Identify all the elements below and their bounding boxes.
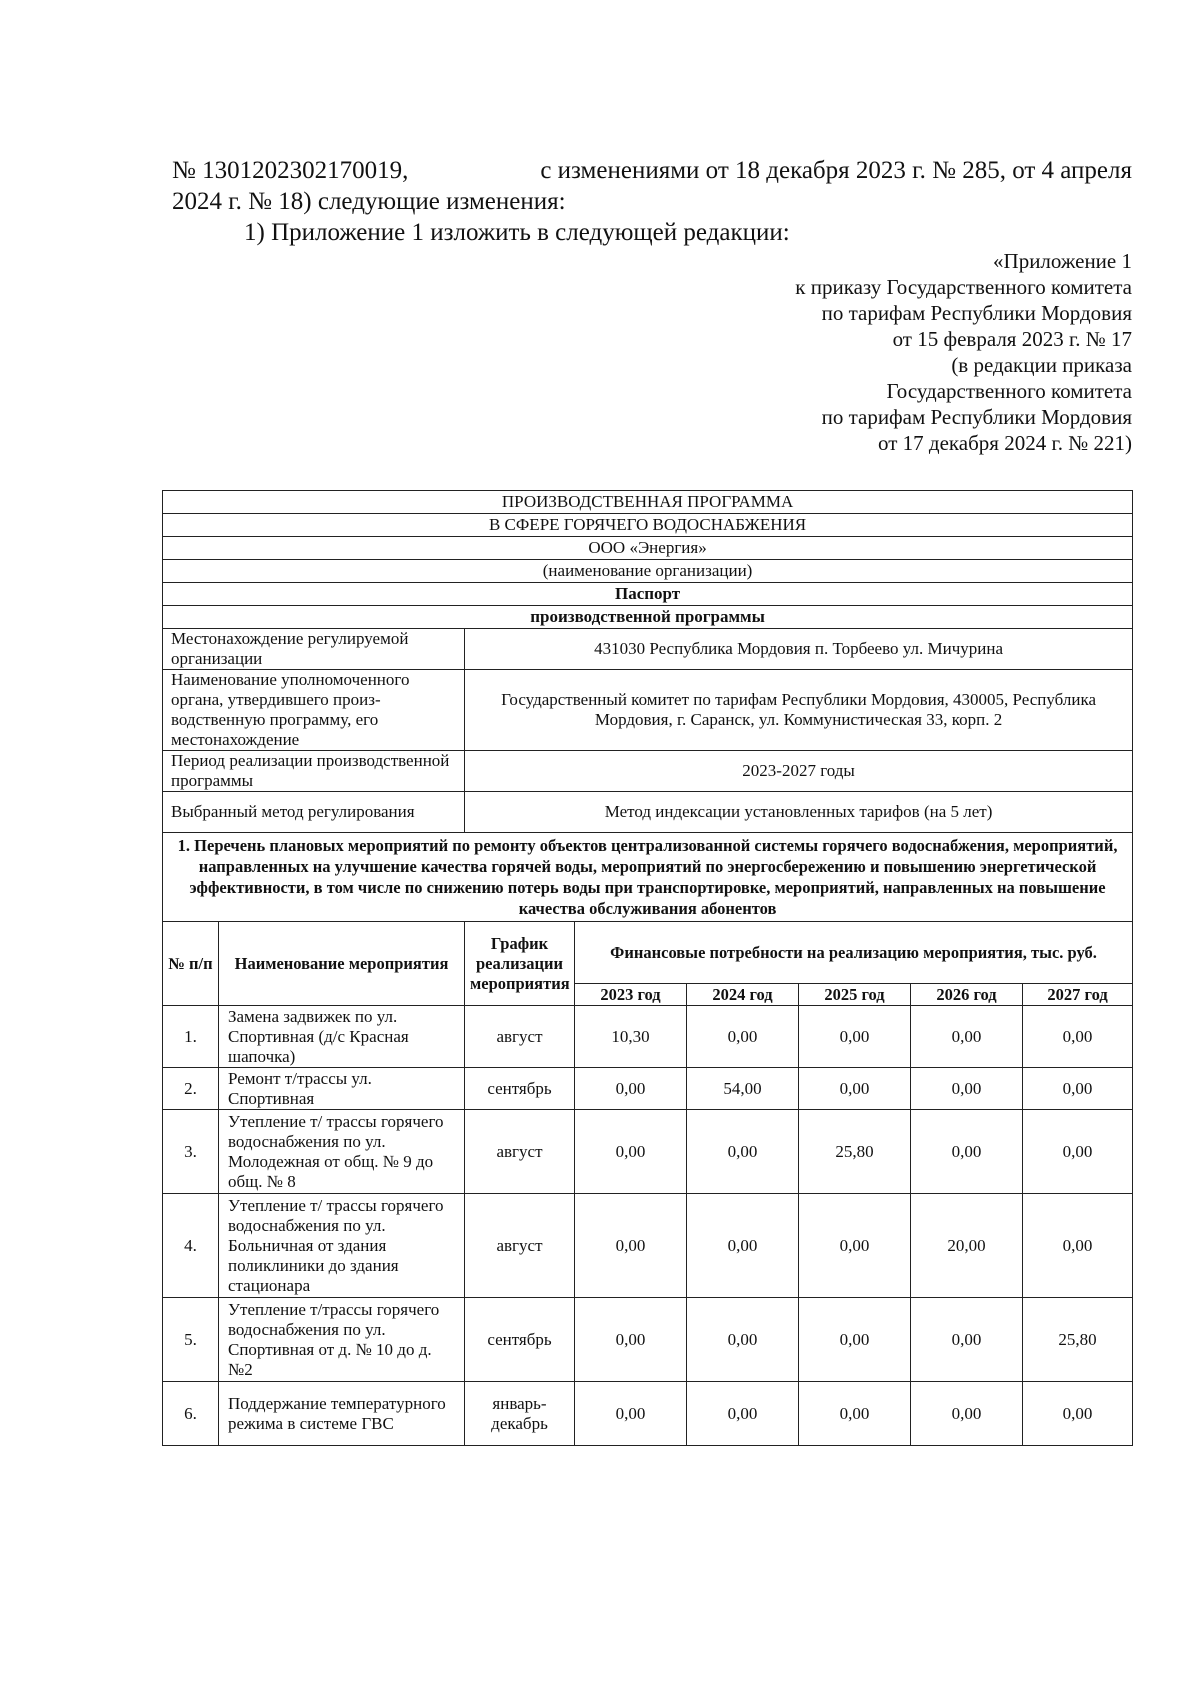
passport-row-authority	[163, 670, 1133, 751]
event-value: 25,80	[1023, 1298, 1133, 1382]
intro-text	[172, 155, 1132, 248]
event-schedule: август	[465, 1194, 575, 1298]
event-name: Утепление т/ трассы горячего водоснабжения по ул. Молодежная от общ. № 9 до общ. № 8	[219, 1110, 465, 1194]
passport-label: Выбранный метод регулирования	[163, 792, 465, 833]
col-schedule-header: График реализации мероприятия	[465, 922, 575, 1006]
event-schedule: сентябрь	[465, 1068, 575, 1110]
event-value: 0,00	[687, 1382, 799, 1446]
passport-row-method	[163, 792, 1133, 833]
table-row	[163, 1298, 1133, 1382]
event-value: 0,00	[799, 1006, 911, 1068]
event-value: 0,00	[687, 1110, 799, 1194]
event-num: 4.	[163, 1194, 219, 1298]
program-title-1: ПРОИЗВОДСТВЕННАЯ ПРОГРАММА	[163, 491, 1133, 514]
table-row	[163, 1006, 1133, 1068]
event-value: 0,00	[1023, 1068, 1133, 1110]
event-schedule: август	[465, 1110, 575, 1194]
intro-line-1-right: с изменениями от 18 декабря 2023 г. № 285, от 4 апреля	[540, 157, 1132, 184]
event-value: 0,00	[799, 1068, 911, 1110]
event-schedule: август	[465, 1006, 575, 1068]
col-year-header: 2026 год	[911, 984, 1023, 1006]
appendix-line: к приказу Государственного комитета	[795, 275, 1132, 299]
event-name: Поддержание температурного режима в системе ГВС	[219, 1382, 465, 1446]
event-num: 3.	[163, 1110, 219, 1194]
event-num: 1.	[163, 1006, 219, 1068]
passport-value: Метод индексации установленных тарифов (на 5 лет)	[465, 792, 1133, 833]
table-row	[163, 1382, 1133, 1446]
event-value: 0,00	[575, 1068, 687, 1110]
intro-line-3: 1) Приложение 1 изложить в следующей редакции:	[244, 219, 790, 246]
appendix-line: (в редакции приказа	[951, 353, 1132, 377]
event-value: 0,00	[575, 1110, 687, 1194]
event-value: 0,00	[799, 1298, 911, 1382]
event-num: 2.	[163, 1068, 219, 1110]
event-value: 0,00	[687, 1298, 799, 1382]
event-value: 0,00	[575, 1382, 687, 1446]
event-value: 25,80	[799, 1110, 911, 1194]
event-schedule: январь-декабрь	[465, 1382, 575, 1446]
event-value: 0,00	[575, 1194, 687, 1298]
col-name-header: Наименование мероприятия	[219, 922, 465, 1006]
intro-line-2: 2024 г. № 18) следующие изменения:	[172, 188, 566, 215]
table-row	[163, 1110, 1133, 1194]
passport-subtitle: производственной программы	[163, 606, 1133, 629]
event-value: 0,00	[1023, 1110, 1133, 1194]
col-year-header: 2025 год	[799, 984, 911, 1006]
event-value: 0,00	[1023, 1382, 1133, 1446]
col-finance-header: Финансовые потребности на реализацию мероприятия, тыс. руб.	[575, 922, 1133, 984]
appendix-line: «Приложение 1	[993, 249, 1132, 273]
event-value: 0,00	[687, 1194, 799, 1298]
event-value: 0,00	[911, 1298, 1023, 1382]
event-name: Утепление т/трассы горячего водоснабжения по ул. Спортивная от д. № 10 до д. №2	[219, 1298, 465, 1382]
appendix-header	[795, 248, 1132, 456]
appendix-line: по тарифам Республики Мордовия	[821, 301, 1132, 325]
passport-value: Государственный комитет по тарифам Республики Мордовия, 430005, Республика Мордовия, г. Саранск, ул. Коммунистическая 33, корп. 2	[465, 670, 1133, 751]
passport-title: Паспорт	[163, 583, 1133, 606]
passport-label: Местонахождение регулируемой организации	[163, 629, 465, 670]
intro-line-1	[172, 155, 1132, 186]
col-year-header: 2027 год	[1023, 984, 1133, 1006]
event-value: 54,00	[687, 1068, 799, 1110]
event-num: 5.	[163, 1298, 219, 1382]
event-value: 20,00	[911, 1194, 1023, 1298]
program-title-2: В СФЕРЕ ГОРЯЧЕГО ВОДОСНАБЖЕНИЯ	[163, 514, 1133, 537]
passport-value: 431030 Республика Мордовия п. Торбеево ул. Мичурина	[465, 629, 1133, 670]
passport-label: Период реализации производственной программы	[163, 751, 465, 792]
passport-row-location	[163, 629, 1133, 670]
col-year-header: 2024 год	[687, 984, 799, 1006]
event-value: 0,00	[575, 1298, 687, 1382]
organization-name: ООО «Энергия»	[163, 537, 1133, 560]
appendix-line: от 17 декабря 2024 г. № 221)	[878, 431, 1132, 455]
passport-label: Наименование уполномоченного органа, утвердившего произ-водственную программу, его местонахождение	[163, 670, 465, 751]
program-table	[162, 490, 1133, 1446]
event-value: 0,00	[799, 1382, 911, 1446]
event-value: 0,00	[911, 1382, 1023, 1446]
passport-row-period	[163, 751, 1133, 792]
col-year-header: 2023 год	[575, 984, 687, 1006]
intro-line-1-left: № 1301202302170019,	[172, 157, 409, 184]
section-title: 1. Перечень плановых мероприятий по ремонту объектов централизованной системы горячего водоснабжения, мероприятий, направленных на улучшение качества горячей воды, мероприятий по энергосбережению и повышению энергетической эффективности, в том числе по снижению потерь воды при транспортировке, мероприятий, направленных на повышение качества обслуживания абонентов	[163, 833, 1133, 922]
organization-caption: (наименование организации)	[163, 560, 1133, 583]
event-value: 0,00	[1023, 1006, 1133, 1068]
event-name: Утепление т/ трассы горячего водоснабжения по ул. Больничная от здания поликлиники до здания стационара	[219, 1194, 465, 1298]
event-schedule: сентябрь	[465, 1298, 575, 1382]
event-value: 0,00	[1023, 1194, 1133, 1298]
passport-value: 2023-2027 годы	[465, 751, 1133, 792]
event-value: 10,30	[575, 1006, 687, 1068]
appendix-line: по тарифам Республики Мордовия	[821, 405, 1132, 429]
event-name: Замена задвижек по ул. Спортивная (д/с Красная шапочка)	[219, 1006, 465, 1068]
event-value: 0,00	[911, 1110, 1023, 1194]
appendix-line: Государственного комитета	[886, 379, 1132, 403]
col-num-header: № п/п	[163, 922, 219, 1006]
appendix-line: от 15 февраля 2023 г. № 17	[892, 327, 1132, 351]
event-num: 6.	[163, 1382, 219, 1446]
table-row	[163, 1194, 1133, 1298]
event-value: 0,00	[799, 1194, 911, 1298]
event-value: 0,00	[911, 1068, 1023, 1110]
table-row	[163, 1068, 1133, 1110]
event-name: Ремонт т/трассы ул. Спортивная	[219, 1068, 465, 1110]
event-value: 0,00	[687, 1006, 799, 1068]
event-value: 0,00	[911, 1006, 1023, 1068]
